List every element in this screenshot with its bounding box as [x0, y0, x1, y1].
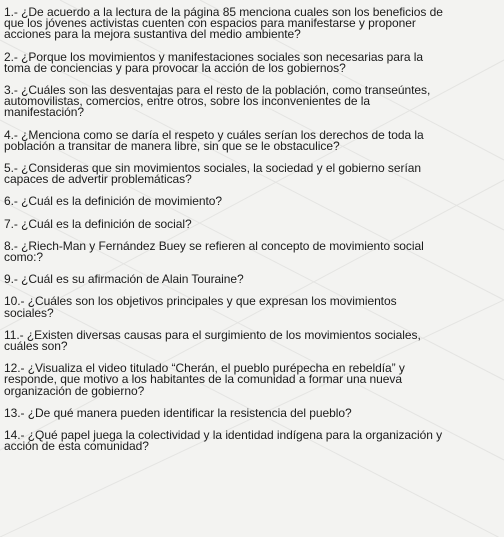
question-5: 5.- ¿Consideras que sin movimientos sociales, la sociedad y el gobierno serían capaces de advertir problemáticas? [4, 161, 421, 187]
question-12: 12.- ¿Visualiza el video titulado “Cherán, el pueblo purépecha en rebeldía” y responde, que motivo a los habitantes de la comunidad a formar una nueva organización de gobierno? [4, 361, 405, 398]
question-13: 13.- ¿De qué manera pueden identificar la resistencia del pueblo? [4, 405, 352, 420]
question-9: 9.- ¿Cuál es su afirmación de Alain Touraine? [4, 272, 244, 287]
question-11: 11.- ¿Existen diversas causas para el surgimiento de los movimientos sociales, cuáles son? [4, 327, 421, 354]
question-1: 1.- ¿De acuerdo a la lectura de la página 85 menciona cuales son los beneficios de que los jóvenes activistas cuenten con espacios para manifestarse y proponer acciones para la mejora sustantiva del medio ambiente? [4, 5, 443, 42]
question-6: 6.- ¿Cuál es la definición de movimiento? [4, 194, 223, 209]
question-14: 14.- ¿Qué papel juega la colectividad y la identidad indígena para la organización y acción de esta comunidad? [4, 428, 443, 454]
question-2: 2.- ¿Porque los movimientos y manifestaciones sociales son necesarias para la toma de conciencias y para provocar la acción de los gobiernos? [4, 49, 424, 75]
question-4: 4.- ¿Menciona como se daría el respeto y cuáles serían los derechos de toda la población a transitar de manera libre, sin que se le obstaculice? [4, 127, 424, 153]
question-7: 7.- ¿Cuál es la definición de social? [4, 216, 192, 231]
question-3: 3.- ¿Cuáles son las desventajas para el resto de la población, como transeúntes, automovilistas, comercios, entre otros, sobre los inconvenientes de la manifestación? [4, 83, 431, 120]
question-10: 10.- ¿Cuáles son los objetivos principales y que expresan los movimientos sociales? [4, 294, 397, 320]
question-list [4, 7, 498, 452]
question-8: 8.- ¿Riech-Man y Fernández Buey se refieren al concepto de movimiento social como:? [4, 238, 424, 265]
